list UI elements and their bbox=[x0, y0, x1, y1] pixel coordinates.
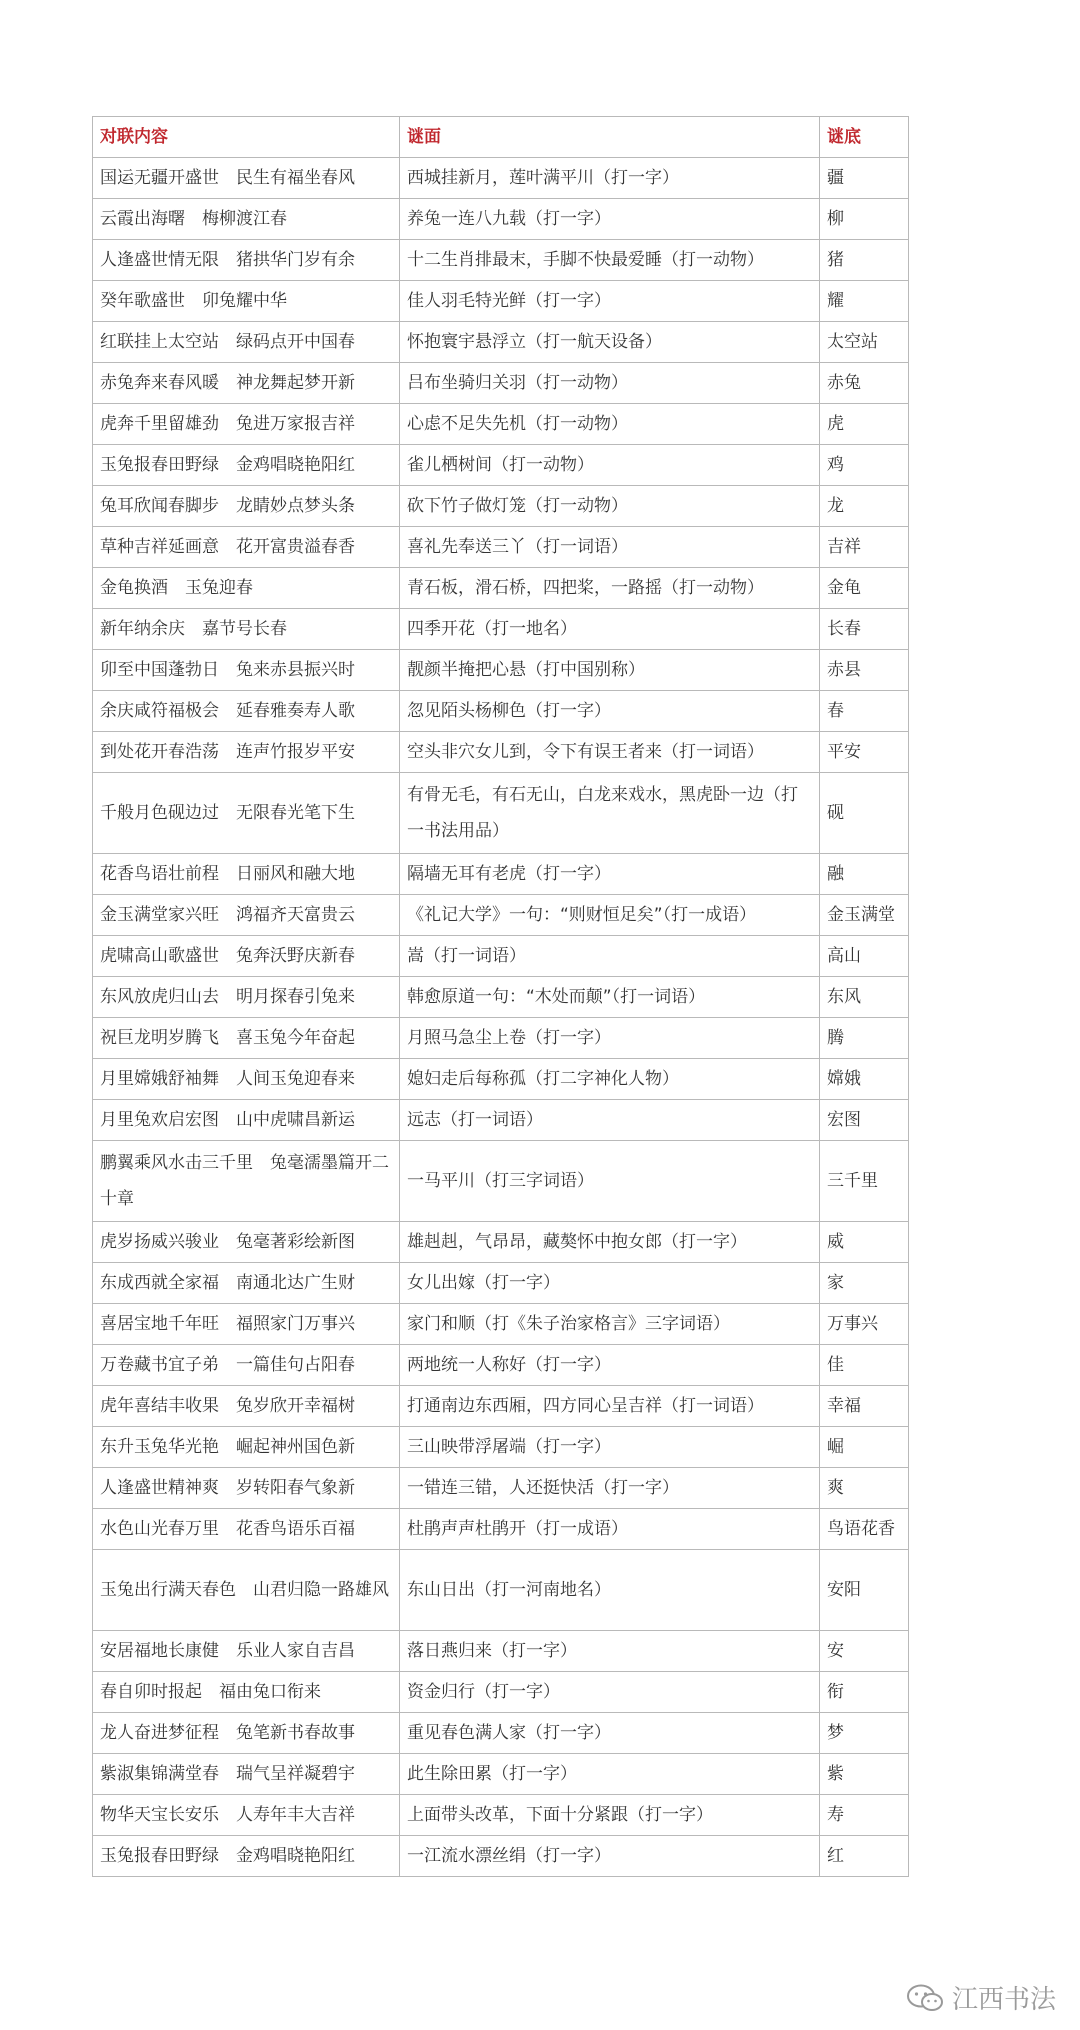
answer-cell: 耀 bbox=[820, 281, 909, 322]
riddle-cell: 有骨无毛，有石无山，白龙来戏水，黑虎卧一边（打一书法用品） bbox=[400, 773, 820, 854]
riddle-cell: 佳人羽毛特光鲜（打一字） bbox=[400, 281, 820, 322]
answer-cell: 梦 bbox=[820, 1713, 909, 1754]
header-couplet: 对联内容 bbox=[93, 117, 400, 158]
couplet-cell: 千般月色砚边过 无限春光笔下生 bbox=[93, 773, 400, 854]
table-row bbox=[93, 1141, 909, 1222]
table-row bbox=[93, 568, 909, 609]
riddle-cell: 喜礼先奉送三丫（打一词语） bbox=[400, 527, 820, 568]
table-row bbox=[93, 1018, 909, 1059]
table-row bbox=[93, 895, 909, 936]
riddle-cell: 西城挂新月，莲叶满平川（打一字） bbox=[400, 158, 820, 199]
table-row bbox=[93, 527, 909, 568]
riddle-cell: 雀儿栖树间（打一动物） bbox=[400, 445, 820, 486]
riddle-cell: 一江流水漂丝绢（打一字） bbox=[400, 1836, 820, 1877]
answer-cell: 砚 bbox=[820, 773, 909, 854]
table-row bbox=[93, 199, 909, 240]
answer-cell: 嫦娥 bbox=[820, 1059, 909, 1100]
header-answer: 谜底 bbox=[820, 117, 909, 158]
riddle-cell: 上面带头改革，下面十分紧跟（打一字） bbox=[400, 1795, 820, 1836]
table-row bbox=[93, 609, 909, 650]
couplet-cell: 安居福地长康健 乐业人家自吉昌 bbox=[93, 1631, 400, 1672]
riddle-cell: 女儿出嫁（打一字） bbox=[400, 1263, 820, 1304]
riddle-cell: 东山日出（打一河南地名） bbox=[400, 1550, 820, 1631]
couplet-cell: 喜居宝地千年旺 福照家门万事兴 bbox=[93, 1304, 400, 1345]
watermark bbox=[906, 1979, 1056, 2016]
table-row bbox=[93, 486, 909, 527]
answer-cell: 鸡 bbox=[820, 445, 909, 486]
couplet-cell: 玉兔出行满天春色 山君归隐一路雄风 bbox=[93, 1550, 400, 1631]
couplet-cell: 虎年喜结丰收果 兔岁欣开幸福树 bbox=[93, 1386, 400, 1427]
watermark-text: 江西书法 bbox=[951, 1985, 1056, 2015]
couplet-cell: 东成西就全家福 南通北达广生财 bbox=[93, 1263, 400, 1304]
couplet-cell: 紫淑集锦满堂春 瑞气呈祥凝碧宇 bbox=[93, 1754, 400, 1795]
couplet-cell: 玉兔报春田野绿 金鸡唱晓艳阳红 bbox=[93, 445, 400, 486]
table-row bbox=[93, 1550, 909, 1631]
answer-cell: 万事兴 bbox=[820, 1304, 909, 1345]
header-riddle: 谜面 bbox=[400, 117, 820, 158]
couplet-cell: 草种吉祥延画意 花开富贵溢春香 bbox=[93, 527, 400, 568]
answer-cell: 柳 bbox=[820, 199, 909, 240]
riddle-cell: 资金归行（打一字） bbox=[400, 1672, 820, 1713]
table-row bbox=[93, 158, 909, 199]
couplet-cell: 余庆咸符福极会 延春雅奏寿人歌 bbox=[93, 691, 400, 732]
answer-cell: 威 bbox=[820, 1222, 909, 1263]
couplet-cell: 金龟换酒 玉兔迎春 bbox=[93, 568, 400, 609]
couplet-cell: 水色山光春万里 花香鸟语乐百福 bbox=[93, 1509, 400, 1550]
answer-cell: 春 bbox=[820, 691, 909, 732]
table-row bbox=[93, 363, 909, 404]
couplet-cell: 新年纳余庆 嘉节号长春 bbox=[93, 609, 400, 650]
riddle-cell: 十二生肖排最末，手脚不快最爱睡（打一动物） bbox=[400, 240, 820, 281]
couplet-cell: 玉兔报春田野绿 金鸡唱晓艳阳红 bbox=[93, 1836, 400, 1877]
table-row bbox=[93, 1509, 909, 1550]
table-row bbox=[93, 977, 909, 1018]
answer-cell: 衔 bbox=[820, 1672, 909, 1713]
table-header bbox=[93, 117, 909, 158]
table-row bbox=[93, 1100, 909, 1141]
riddle-cell: 杜鹃声声杜鹃开（打一成语） bbox=[400, 1509, 820, 1550]
answer-cell: 吉祥 bbox=[820, 527, 909, 568]
answer-cell: 龙 bbox=[820, 486, 909, 527]
answer-cell: 红 bbox=[820, 1836, 909, 1877]
couplet-cell: 人逢盛世情无限 猪拱华门岁有余 bbox=[93, 240, 400, 281]
riddle-cell: 空头非穴女儿到，令下有误王者来（打一词语） bbox=[400, 732, 820, 773]
table-row bbox=[93, 445, 909, 486]
couplet-cell: 人逢盛世精神爽 岁转阳春气象新 bbox=[93, 1468, 400, 1509]
couplet-cell: 到处花开春浩荡 连声竹报岁平安 bbox=[93, 732, 400, 773]
answer-cell: 宏图 bbox=[820, 1100, 909, 1141]
table-row bbox=[93, 773, 909, 854]
couplet-cell: 金玉满堂家兴旺 鸿福齐天富贵云 bbox=[93, 895, 400, 936]
answer-cell: 安 bbox=[820, 1631, 909, 1672]
answer-cell: 赤县 bbox=[820, 650, 909, 691]
table-row bbox=[93, 1754, 909, 1795]
couplet-cell: 龙人奋进梦征程 兔笔新书春故事 bbox=[93, 1713, 400, 1754]
couplet-cell: 虎岁扬威兴骏业 兔毫著彩绘新图 bbox=[93, 1222, 400, 1263]
answer-cell: 三千里 bbox=[820, 1141, 909, 1222]
answer-cell: 金龟 bbox=[820, 568, 909, 609]
couplet-cell: 鹏翼乘风水击三千里 兔毫濡墨篇开二十章 bbox=[93, 1141, 400, 1222]
riddle-cell: 韩愈原道一句：“木处而颠”（打一词语） bbox=[400, 977, 820, 1018]
answer-cell: 爽 bbox=[820, 1468, 909, 1509]
couplet-cell: 花香鸟语壮前程 日丽风和融大地 bbox=[93, 854, 400, 895]
riddle-cell: 吕布坐骑归关羽（打一动物） bbox=[400, 363, 820, 404]
couplet-cell: 云霞出海曙 梅柳渡江春 bbox=[93, 199, 400, 240]
couplet-cell: 卯至中国蓬勃日 兔来赤县振兴时 bbox=[93, 650, 400, 691]
couplet-cell: 兔耳欣闻春脚步 龙睛妙点梦头条 bbox=[93, 486, 400, 527]
couplet-cell: 月里兔欢启宏图 山中虎啸昌新运 bbox=[93, 1100, 400, 1141]
couplet-cell: 红联挂上太空站 绿码点开中国春 bbox=[93, 322, 400, 363]
answer-cell: 紫 bbox=[820, 1754, 909, 1795]
table-row bbox=[93, 404, 909, 445]
table-row bbox=[93, 650, 909, 691]
answer-cell: 东风 bbox=[820, 977, 909, 1018]
table-row bbox=[93, 854, 909, 895]
couplet-cell: 虎奔千里留雄劲 兔进万家报吉祥 bbox=[93, 404, 400, 445]
answer-cell: 家 bbox=[820, 1263, 909, 1304]
riddle-cell: 心虑不足失先机（打一动物） bbox=[400, 404, 820, 445]
couplet-cell: 东升玉兔华光艳 崛起神州国色新 bbox=[93, 1427, 400, 1468]
table-row bbox=[93, 1836, 909, 1877]
answer-cell: 高山 bbox=[820, 936, 909, 977]
riddle-cell: 媳妇走后每称孤（打二字神化人物） bbox=[400, 1059, 820, 1100]
couplet-cell: 月里嫦娥舒袖舞 人间玉兔迎春来 bbox=[93, 1059, 400, 1100]
answer-cell: 崛 bbox=[820, 1427, 909, 1468]
table-row bbox=[93, 1795, 909, 1836]
riddle-cell: 忽见陌头杨柳色（打一字） bbox=[400, 691, 820, 732]
table-row bbox=[93, 240, 909, 281]
table-row bbox=[93, 1386, 909, 1427]
riddle-cell: 四季开花（打一地名） bbox=[400, 609, 820, 650]
couplet-cell: 虎啸高山歌盛世 兔奔沃野庆新春 bbox=[93, 936, 400, 977]
answer-cell: 疆 bbox=[820, 158, 909, 199]
riddle-cell: 此生除田累（打一字） bbox=[400, 1754, 820, 1795]
couplet-cell: 赤兔奔来春风暖 神龙舞起梦开新 bbox=[93, 363, 400, 404]
answer-cell: 平安 bbox=[820, 732, 909, 773]
riddle-cell: 远志（打一词语） bbox=[400, 1100, 820, 1141]
answer-cell: 腾 bbox=[820, 1018, 909, 1059]
wechat-icon bbox=[906, 1983, 944, 2013]
table-row bbox=[93, 1263, 909, 1304]
riddle-cell: 一错连三错，人还挺快活（打一字） bbox=[400, 1468, 820, 1509]
answer-cell: 融 bbox=[820, 854, 909, 895]
table-row bbox=[93, 732, 909, 773]
table-row bbox=[93, 1059, 909, 1100]
couplet-cell: 万卷藏书宜子弟 一篇佳句占阳春 bbox=[93, 1345, 400, 1386]
table-row bbox=[93, 1631, 909, 1672]
header-row bbox=[93, 117, 909, 158]
answer-cell: 赤兔 bbox=[820, 363, 909, 404]
couplet-cell: 癸年歌盛世 卯兔耀中华 bbox=[93, 281, 400, 322]
riddle-cell: 青石板，滑石桥，四把桨，一路摇（打一动物） bbox=[400, 568, 820, 609]
table-row bbox=[93, 936, 909, 977]
riddle-cell: 月照马急尘上卷（打一字） bbox=[400, 1018, 820, 1059]
riddle-cell: 靓颜半掩把心悬（打中国别称） bbox=[400, 650, 820, 691]
riddle-cell: 雄赳赳，气昂昂，藏獒怀中抱女郎（打一字） bbox=[400, 1222, 820, 1263]
table-row bbox=[93, 691, 909, 732]
riddle-cell: 重见春色满人家（打一字） bbox=[400, 1713, 820, 1754]
riddle-cell: 家门和顺（打《朱子治家格言》三字词语） bbox=[400, 1304, 820, 1345]
riddle-cell: 落日燕归来（打一字） bbox=[400, 1631, 820, 1672]
answer-cell: 猪 bbox=[820, 240, 909, 281]
riddle-cell: 《礼记大学》一句：“则财恒足矣”（打一成语） bbox=[400, 895, 820, 936]
table-row bbox=[93, 1672, 909, 1713]
riddle-cell: 养兔一连八九载（打一字） bbox=[400, 199, 820, 240]
answer-cell: 安阳 bbox=[820, 1550, 909, 1631]
answer-cell: 佳 bbox=[820, 1345, 909, 1386]
riddle-cell: 砍下竹子做灯笼（打一动物） bbox=[400, 486, 820, 527]
answer-cell: 长春 bbox=[820, 609, 909, 650]
answer-cell: 虎 bbox=[820, 404, 909, 445]
table-row bbox=[93, 1427, 909, 1468]
table-row bbox=[93, 281, 909, 322]
answer-cell: 太空站 bbox=[820, 322, 909, 363]
couplet-cell: 春自卯时报起 福由兔口衔来 bbox=[93, 1672, 400, 1713]
riddle-cell: 三山映带浮屠端（打一字） bbox=[400, 1427, 820, 1468]
table-row bbox=[93, 1713, 909, 1754]
table-row bbox=[93, 1304, 909, 1345]
couplet-cell: 祝巨龙明岁腾飞 喜玉兔今年奋起 bbox=[93, 1018, 400, 1059]
riddle-cell: 一马平川（打三字词语） bbox=[400, 1141, 820, 1222]
riddle-cell: 两地统一人称好（打一字） bbox=[400, 1345, 820, 1386]
table-row bbox=[93, 322, 909, 363]
answer-cell: 寿 bbox=[820, 1795, 909, 1836]
table-row bbox=[93, 1468, 909, 1509]
couplet-cell: 国运无疆开盛世 民生有福坐春风 bbox=[93, 158, 400, 199]
riddle-cell: 打通南边东西厢，四方同心呈吉祥（打一词语） bbox=[400, 1386, 820, 1427]
table-row bbox=[93, 1222, 909, 1263]
answer-cell: 幸福 bbox=[820, 1386, 909, 1427]
riddle-cell: 隔墙无耳有老虎（打一字） bbox=[400, 854, 820, 895]
couplet-cell: 物华天宝长安乐 人寿年丰大吉祥 bbox=[93, 1795, 400, 1836]
table-body bbox=[93, 158, 909, 1877]
riddle-cell: 怀抱寰宇悬浮立（打一航天设备） bbox=[400, 322, 820, 363]
answer-cell: 金玉满堂 bbox=[820, 895, 909, 936]
couplet-cell: 东风放虎归山去 明月探春引兔来 bbox=[93, 977, 400, 1018]
riddle-cell: 嵩（打一词语） bbox=[400, 936, 820, 977]
answer-cell: 鸟语花香 bbox=[820, 1509, 909, 1550]
table-row bbox=[93, 1345, 909, 1386]
riddle-table bbox=[92, 116, 909, 1877]
